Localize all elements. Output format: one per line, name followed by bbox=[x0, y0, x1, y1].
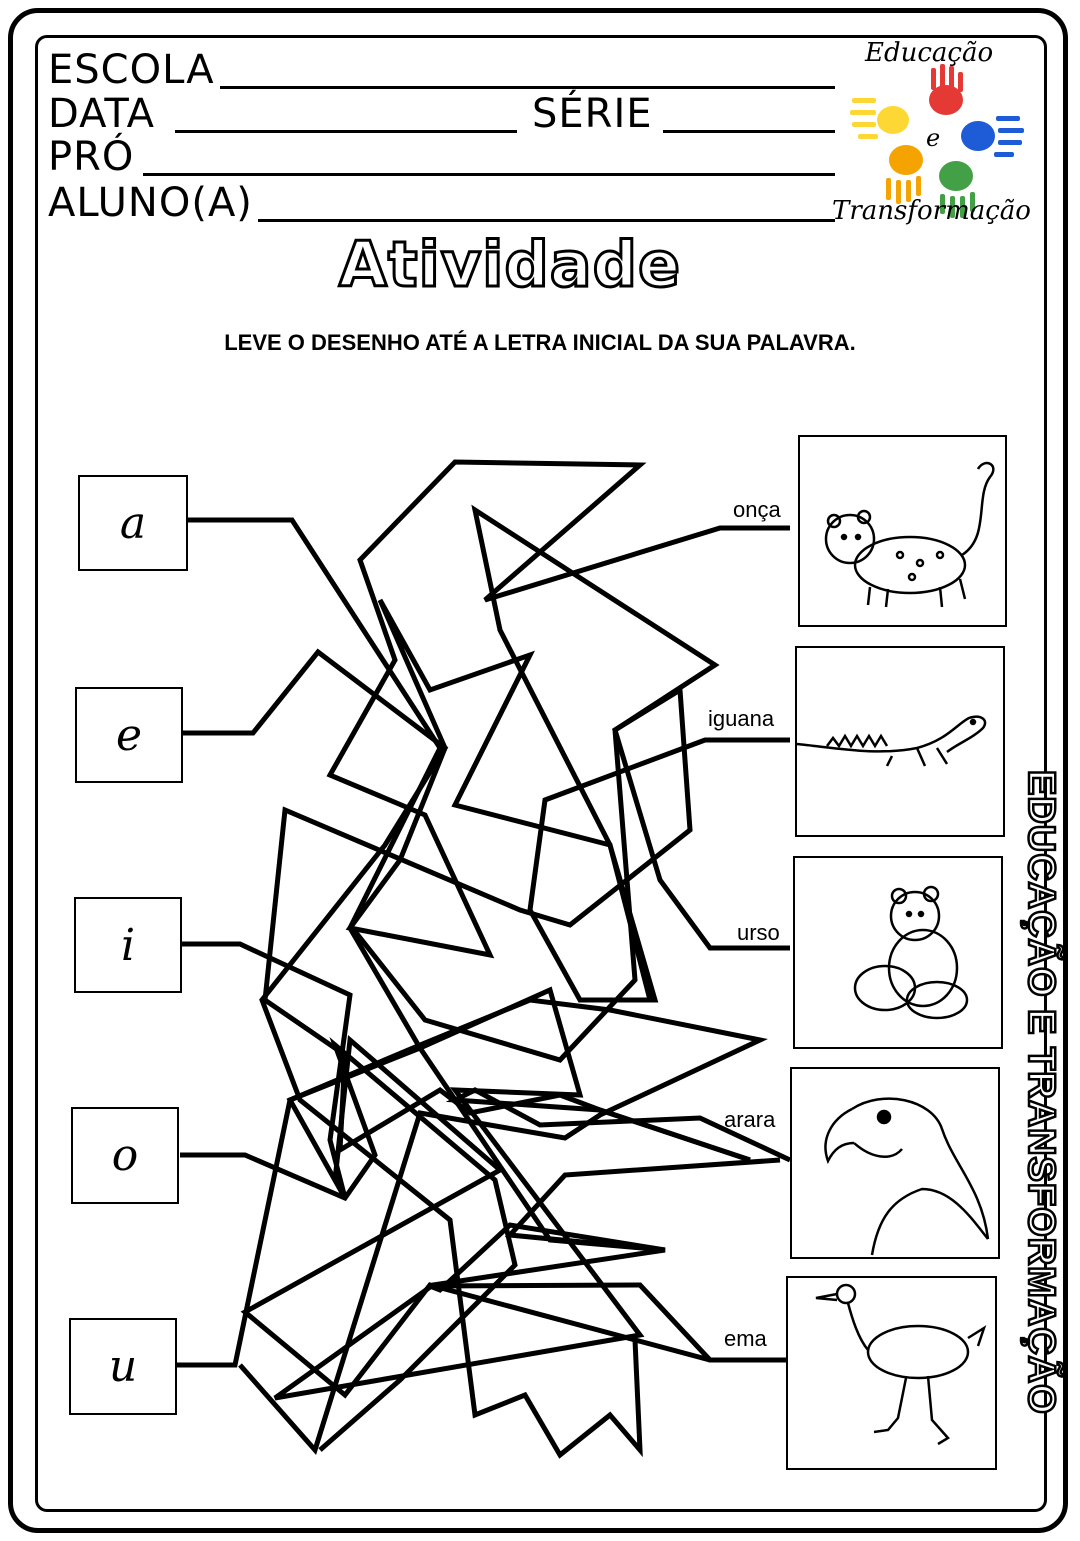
word-urso: urso bbox=[737, 920, 780, 945]
rhea-icon bbox=[788, 1278, 995, 1468]
escola-label: ESCOLA bbox=[48, 47, 215, 93]
letter-box-a[interactable]: a bbox=[78, 475, 188, 571]
aluno-label: ALUNO(A) bbox=[48, 180, 253, 226]
word-arara: arara bbox=[724, 1107, 776, 1132]
picture-box-iguana[interactable] bbox=[795, 646, 1005, 837]
maze-path-iguana bbox=[350, 510, 790, 1060]
picture-box-ema[interactable] bbox=[786, 1276, 997, 1470]
word-iguana: iguana bbox=[708, 706, 775, 731]
bear-icon bbox=[795, 858, 1001, 1047]
letter-box-e[interactable]: e bbox=[75, 687, 183, 783]
side-watermark: EDUCAÇÃO E TRANSFORMAÇÃO bbox=[1020, 770, 1062, 1415]
letter-box-i[interactable]: i bbox=[74, 897, 182, 993]
pro-label: PRÓ bbox=[48, 134, 135, 180]
serie-label: SÉRIE bbox=[532, 91, 653, 137]
macaw-icon bbox=[792, 1069, 998, 1257]
letter-box-o[interactable]: o bbox=[71, 1107, 179, 1204]
page-title: Atividade bbox=[338, 228, 682, 301]
picture-box-onca[interactable] bbox=[798, 435, 1007, 627]
word-onca: onça bbox=[733, 497, 781, 522]
picture-box-arara[interactable] bbox=[790, 1067, 1000, 1259]
instruction: LEVE O DESENHO ATÉ A LETRA INICIAL DA SUA PALAVRA. bbox=[224, 330, 856, 355]
logo-text-e: e bbox=[926, 124, 941, 152]
iguana-icon bbox=[797, 648, 1003, 835]
picture-box-urso[interactable] bbox=[793, 856, 1003, 1049]
logo-text-educacao: Educação bbox=[865, 38, 994, 68]
data-label: DATA bbox=[48, 91, 156, 137]
jaguar-icon bbox=[800, 437, 1005, 625]
logo-text-transformacao: Transformação bbox=[832, 196, 1031, 226]
word-ema: ema bbox=[724, 1326, 767, 1351]
letter-box-u[interactable]: u bbox=[69, 1318, 177, 1415]
